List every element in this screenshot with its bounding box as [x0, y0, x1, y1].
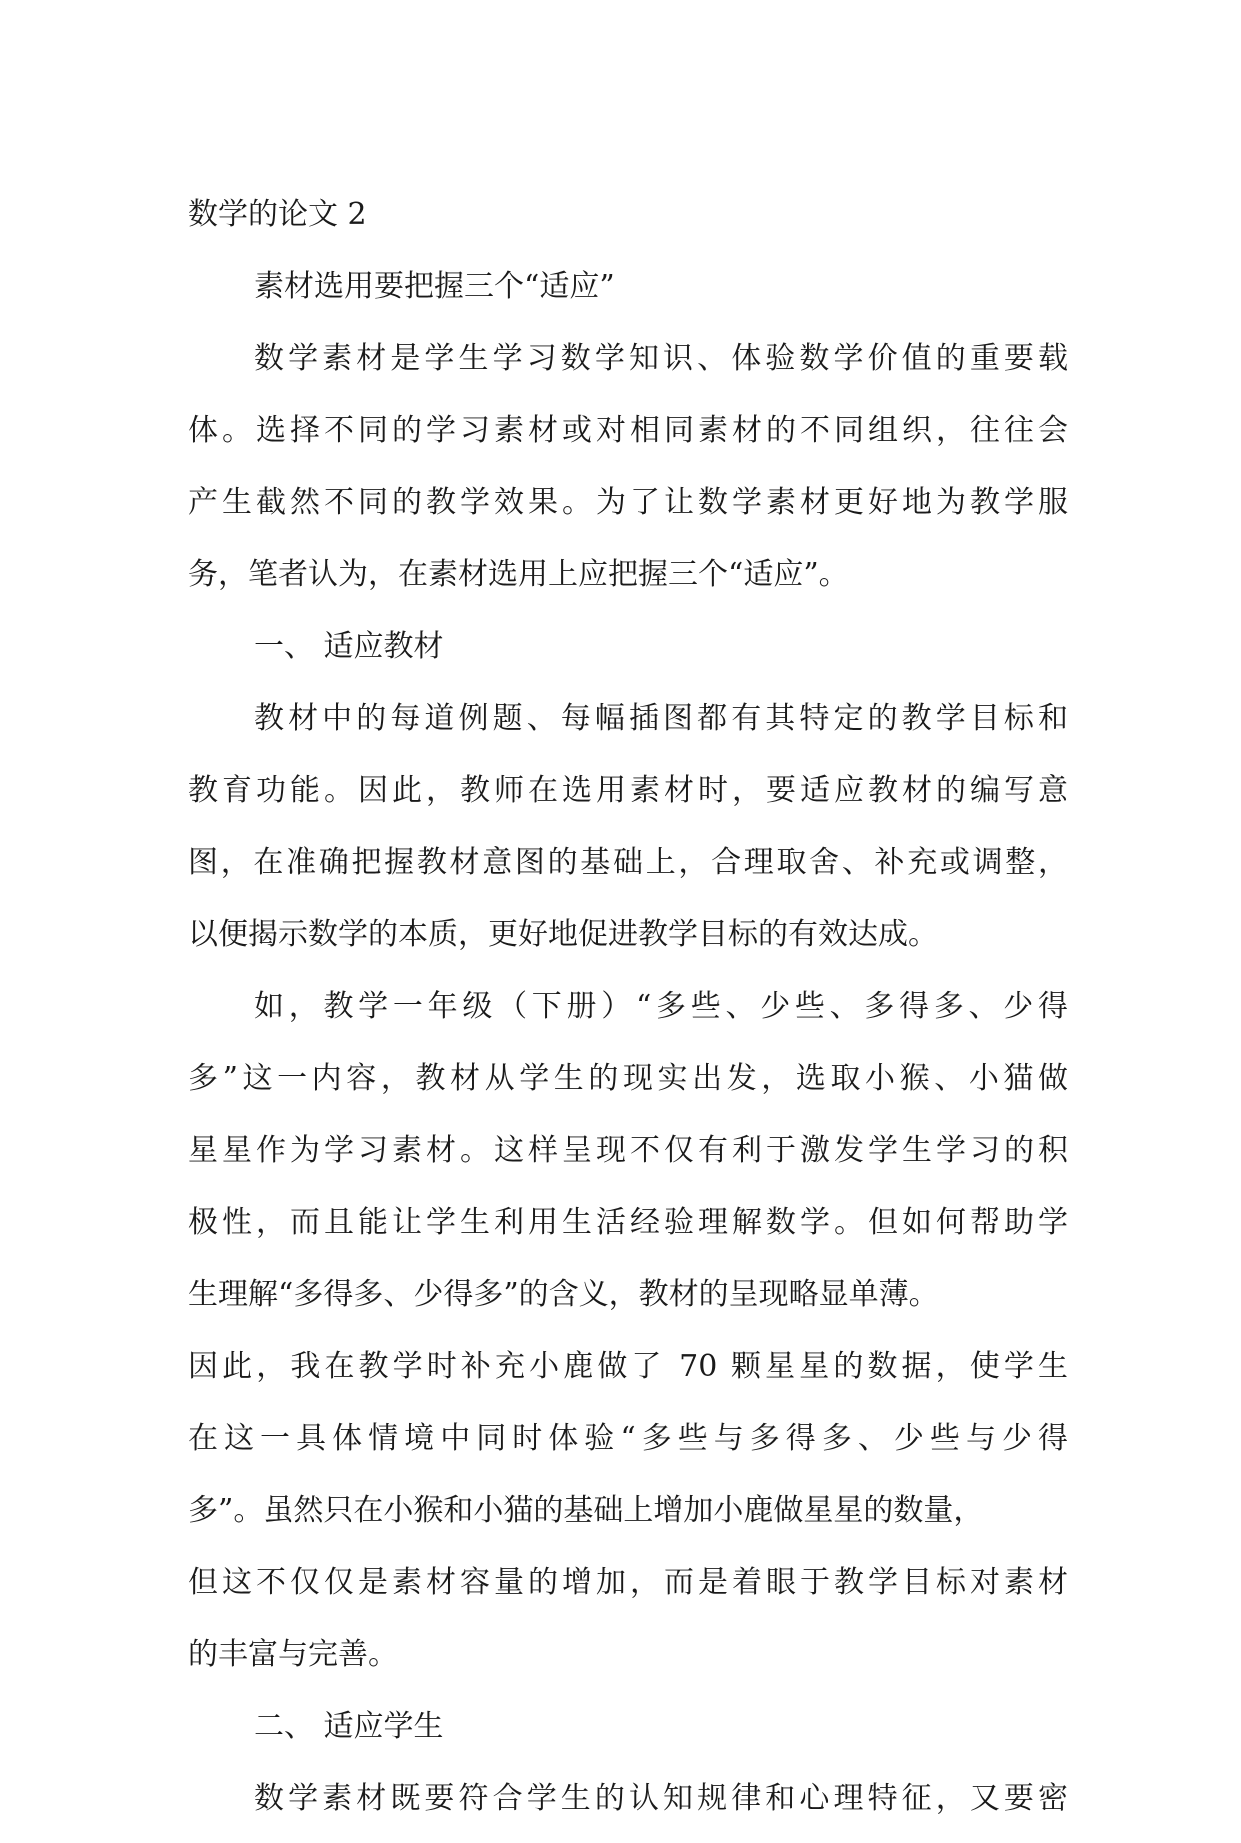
- paragraph-line: 在这一具体情境中同时体验“多些与多得多、少些与少得: [188, 1421, 1068, 1456]
- paragraph-line: 数学素材是学生学习数学知识、体验数学价值的重要载: [254, 341, 1068, 376]
- section-heading: 一、 适应教材: [254, 629, 444, 664]
- paragraph-line: 的丰富与完善。: [188, 1637, 398, 1672]
- paragraph-line: 因此，我在教学时补充小鹿做了 70 颗星星的数据，使学生: [188, 1349, 1068, 1384]
- paragraph-line: 产生截然不同的教学效果。为了让数学素材更好地为教学服: [188, 485, 1068, 520]
- paragraph-line: 教材中的每道例题、每幅插图都有其特定的教学目标和: [254, 701, 1068, 736]
- section-heading: 二、 适应学生: [254, 1709, 444, 1744]
- paragraph-line: 生理解“多得多、少得多”的含义，教材的呈现略显单薄。: [188, 1277, 939, 1312]
- paragraph-line: 数学素材既要符合学生的认知规律和心理特征，又要密: [254, 1781, 1068, 1816]
- paragraph-line: 星星作为学习素材。这样呈现不仅有利于激发学生学习的积: [188, 1133, 1068, 1168]
- paragraph-line: 但这不仅仅是素材容量的增加，而是着眼于教学目标对素材: [188, 1565, 1068, 1600]
- paragraph-line: 图，在准确把握教材意图的基础上，合理取舍、补充或调整，: [188, 845, 1068, 880]
- paragraph-line: 以便揭示数学的本质，更好地促进教学目标的有效达成。: [188, 917, 938, 952]
- paragraph-line: 体。选择不同的学习素材或对相同素材的不同组织，往往会: [188, 413, 1068, 448]
- document-title: 数学的论文 2: [188, 197, 367, 232]
- paragraph-line: 多”这一内容，教材从学生的现实出发，选取小猴、小猫做: [188, 1061, 1068, 1096]
- document-body: [188, 187, 1068, 1843]
- paragraph-line: 务，笔者认为，在素材选用上应把握三个“适应”。: [188, 557, 849, 592]
- paragraph-line: 多”。虽然只在小猴和小猫的基础上增加小鹿做星星的数量，: [188, 1493, 984, 1528]
- paragraph-line: 如，教学一年级（下册）“多些、少些、多得多、少得: [254, 989, 1068, 1024]
- paragraph-line: 教育功能。因此，教师在选用素材时，要适应教材的编写意: [188, 773, 1068, 808]
- document-subtitle: 素材选用要把握三个“适应”: [254, 269, 615, 304]
- paragraph-line: 极性，而且能让学生利用生活经验理解数学。但如何帮助学: [188, 1205, 1068, 1240]
